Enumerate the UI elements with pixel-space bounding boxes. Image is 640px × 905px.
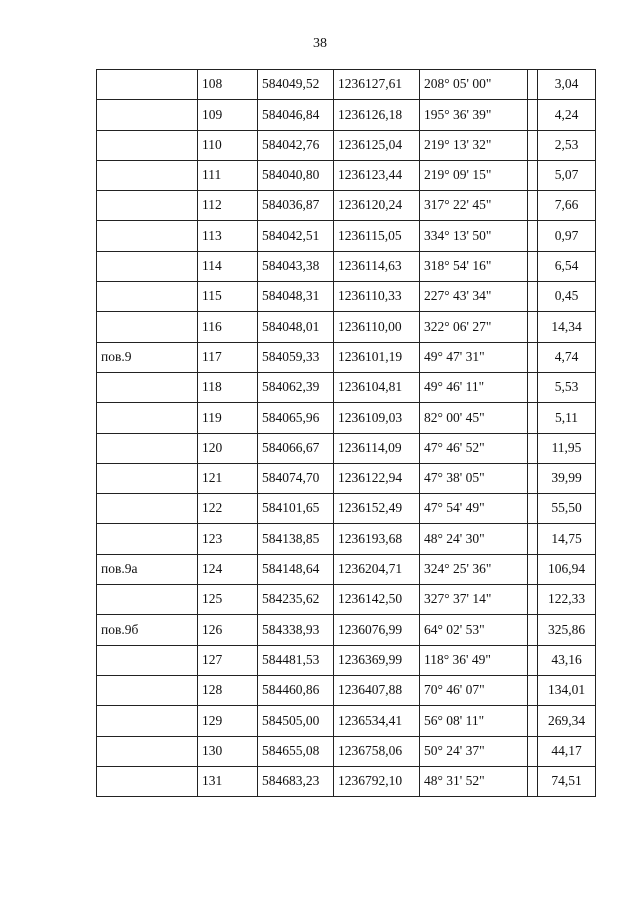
length-cell: 269,34 — [538, 706, 596, 736]
length-cell: 122,33 — [538, 585, 596, 615]
spacer-cell — [528, 433, 538, 463]
direction-angle-cell: 49° 47' 31" — [420, 342, 528, 372]
length-cell: 14,75 — [538, 524, 596, 554]
y-coordinate-cell: 1236126,18 — [334, 100, 420, 130]
direction-angle-cell: 49° 46' 11" — [420, 372, 528, 402]
spacer-cell — [528, 615, 538, 645]
length-cell: 6,54 — [538, 251, 596, 281]
x-coordinate-cell: 584655,08 — [258, 736, 334, 766]
section-cell — [97, 100, 198, 130]
table-row — [97, 342, 596, 372]
point-number-cell: 127 — [198, 645, 258, 675]
point-number-cell: 122 — [198, 494, 258, 524]
x-coordinate-cell: 584046,84 — [258, 100, 334, 130]
spacer-cell — [528, 675, 538, 705]
spacer-cell — [528, 251, 538, 281]
point-number-cell: 120 — [198, 433, 258, 463]
x-coordinate-cell: 584042,51 — [258, 221, 334, 251]
section-cell — [97, 524, 198, 554]
length-cell: 106,94 — [538, 554, 596, 584]
spacer-cell — [528, 766, 538, 796]
section-cell: пов.9 — [97, 342, 198, 372]
section-cell — [97, 251, 198, 281]
x-coordinate-cell: 584036,87 — [258, 191, 334, 221]
y-coordinate-cell: 1236110,00 — [334, 312, 420, 342]
x-coordinate-cell: 584042,76 — [258, 130, 334, 160]
spacer-cell — [528, 221, 538, 251]
x-coordinate-cell: 584062,39 — [258, 372, 334, 402]
direction-angle-cell: 64° 02' 53" — [420, 615, 528, 645]
table-row — [97, 554, 596, 584]
section-cell — [97, 433, 198, 463]
section-cell — [97, 675, 198, 705]
direction-angle-cell: 47° 54' 49" — [420, 494, 528, 524]
point-number-cell: 123 — [198, 524, 258, 554]
direction-angle-cell: 48° 31' 52" — [420, 766, 528, 796]
section-cell — [97, 706, 198, 736]
point-number-cell: 119 — [198, 403, 258, 433]
table-row — [97, 766, 596, 796]
section-cell: пов.9б — [97, 615, 198, 645]
x-coordinate-cell: 584049,52 — [258, 70, 334, 100]
y-coordinate-cell: 1236122,94 — [334, 463, 420, 493]
length-cell: 2,53 — [538, 130, 596, 160]
y-coordinate-cell: 1236110,33 — [334, 282, 420, 312]
x-coordinate-cell: 584138,85 — [258, 524, 334, 554]
y-coordinate-cell: 1236120,24 — [334, 191, 420, 221]
y-coordinate-cell: 1236204,71 — [334, 554, 420, 584]
section-cell — [97, 372, 198, 402]
table-row — [97, 282, 596, 312]
y-coordinate-cell: 1236109,03 — [334, 403, 420, 433]
y-coordinate-cell: 1236123,44 — [334, 160, 420, 190]
point-number-cell: 129 — [198, 706, 258, 736]
page-number: 38 — [313, 36, 327, 51]
table-row — [97, 615, 596, 645]
direction-angle-cell: 318° 54' 16" — [420, 251, 528, 281]
point-number-cell: 115 — [198, 282, 258, 312]
point-number-cell: 121 — [198, 463, 258, 493]
table-row — [97, 463, 596, 493]
direction-angle-cell: 195° 36' 39" — [420, 100, 528, 130]
x-coordinate-cell: 584040,80 — [258, 160, 334, 190]
point-number-cell: 125 — [198, 585, 258, 615]
section-cell — [97, 130, 198, 160]
point-number-cell: 110 — [198, 130, 258, 160]
section-cell — [97, 312, 198, 342]
section-cell — [97, 191, 198, 221]
section-cell — [97, 645, 198, 675]
spacer-cell — [528, 160, 538, 190]
section-cell — [97, 70, 198, 100]
spacer-cell — [528, 706, 538, 736]
point-number-cell: 116 — [198, 312, 258, 342]
x-coordinate-cell: 584460,86 — [258, 675, 334, 705]
point-number-cell: 114 — [198, 251, 258, 281]
direction-angle-cell: 50° 24' 37" — [420, 736, 528, 766]
point-number-cell: 128 — [198, 675, 258, 705]
table-row — [97, 585, 596, 615]
y-coordinate-cell: 1236101,19 — [334, 342, 420, 372]
direction-angle-cell: 219° 13' 32" — [420, 130, 528, 160]
coordinates-table-body — [97, 70, 596, 797]
table-row — [97, 524, 596, 554]
direction-angle-cell: 47° 38' 05" — [420, 463, 528, 493]
x-coordinate-cell: 584235,62 — [258, 585, 334, 615]
point-number-cell: 112 — [198, 191, 258, 221]
spacer-cell — [528, 403, 538, 433]
direction-angle-cell: 327° 37' 14" — [420, 585, 528, 615]
y-coordinate-cell: 1236142,50 — [334, 585, 420, 615]
spacer-cell — [528, 342, 538, 372]
x-coordinate-cell: 584148,64 — [258, 554, 334, 584]
direction-angle-cell: 322° 06' 27" — [420, 312, 528, 342]
x-coordinate-cell: 584048,31 — [258, 282, 334, 312]
length-cell: 0,97 — [538, 221, 596, 251]
length-cell: 43,16 — [538, 645, 596, 675]
point-number-cell: 126 — [198, 615, 258, 645]
x-coordinate-cell: 584505,00 — [258, 706, 334, 736]
y-coordinate-cell: 1236076,99 — [334, 615, 420, 645]
table-row — [97, 312, 596, 342]
direction-angle-cell: 56° 08' 11" — [420, 706, 528, 736]
table-row — [97, 706, 596, 736]
length-cell: 14,34 — [538, 312, 596, 342]
section-cell — [97, 585, 198, 615]
y-coordinate-cell: 1236114,09 — [334, 433, 420, 463]
point-number-cell: 131 — [198, 766, 258, 796]
table-row — [97, 130, 596, 160]
table-row — [97, 191, 596, 221]
y-coordinate-cell: 1236758,06 — [334, 736, 420, 766]
spacer-cell — [528, 372, 538, 402]
section-cell — [97, 463, 198, 493]
length-cell: 5,11 — [538, 403, 596, 433]
x-coordinate-cell: 584065,96 — [258, 403, 334, 433]
point-number-cell: 130 — [198, 736, 258, 766]
spacer-cell — [528, 554, 538, 584]
length-cell: 325,86 — [538, 615, 596, 645]
x-coordinate-cell: 584043,38 — [258, 251, 334, 281]
direction-angle-cell: 227° 43' 34" — [420, 282, 528, 312]
direction-angle-cell: 118° 36' 49" — [420, 645, 528, 675]
spacer-cell — [528, 282, 538, 312]
point-number-cell: 113 — [198, 221, 258, 251]
table-row — [97, 100, 596, 130]
section-cell — [97, 403, 198, 433]
table-row — [97, 675, 596, 705]
direction-angle-cell: 47° 46' 52" — [420, 433, 528, 463]
table-row — [97, 221, 596, 251]
spacer-cell — [528, 130, 538, 160]
x-coordinate-cell: 584683,23 — [258, 766, 334, 796]
length-cell: 5,53 — [538, 372, 596, 402]
x-coordinate-cell: 584481,53 — [258, 645, 334, 675]
spacer-cell — [528, 312, 538, 342]
point-number-cell: 117 — [198, 342, 258, 372]
y-coordinate-cell: 1236104,81 — [334, 372, 420, 402]
y-coordinate-cell: 1236534,41 — [334, 706, 420, 736]
x-coordinate-cell: 584048,01 — [258, 312, 334, 342]
direction-angle-cell: 334° 13' 50" — [420, 221, 528, 251]
direction-angle-cell: 48° 24' 30" — [420, 524, 528, 554]
point-number-cell: 111 — [198, 160, 258, 190]
section-cell: пов.9а — [97, 554, 198, 584]
direction-angle-cell: 324° 25' 36" — [420, 554, 528, 584]
table-row — [97, 645, 596, 675]
length-cell: 5,07 — [538, 160, 596, 190]
direction-angle-cell: 70° 46' 07" — [420, 675, 528, 705]
direction-angle-cell: 317° 22' 45" — [420, 191, 528, 221]
section-cell — [97, 766, 198, 796]
x-coordinate-cell: 584338,93 — [258, 615, 334, 645]
spacer-cell — [528, 736, 538, 766]
table-row — [97, 433, 596, 463]
y-coordinate-cell: 1236115,05 — [334, 221, 420, 251]
direction-angle-cell: 82° 00' 45" — [420, 403, 528, 433]
y-coordinate-cell: 1236369,99 — [334, 645, 420, 675]
table-row — [97, 736, 596, 766]
section-cell — [97, 160, 198, 190]
length-cell: 39,99 — [538, 463, 596, 493]
x-coordinate-cell: 584059,33 — [258, 342, 334, 372]
y-coordinate-cell: 1236152,49 — [334, 494, 420, 524]
spacer-cell — [528, 585, 538, 615]
length-cell: 11,95 — [538, 433, 596, 463]
spacer-cell — [528, 494, 538, 524]
table-row — [97, 494, 596, 524]
length-cell: 0,45 — [538, 282, 596, 312]
y-coordinate-cell: 1236792,10 — [334, 766, 420, 796]
table-row — [97, 251, 596, 281]
x-coordinate-cell: 584101,65 — [258, 494, 334, 524]
length-cell: 4,24 — [538, 100, 596, 130]
spacer-cell — [528, 100, 538, 130]
point-number-cell: 124 — [198, 554, 258, 584]
length-cell: 74,51 — [538, 766, 596, 796]
table-row — [97, 70, 596, 100]
y-coordinate-cell: 1236114,63 — [334, 251, 420, 281]
spacer-cell — [528, 645, 538, 675]
spacer-cell — [528, 524, 538, 554]
length-cell: 55,50 — [538, 494, 596, 524]
y-coordinate-cell: 1236125,04 — [334, 130, 420, 160]
length-cell: 4,74 — [538, 342, 596, 372]
section-cell — [97, 282, 198, 312]
y-coordinate-cell: 1236193,68 — [334, 524, 420, 554]
coordinates-table — [96, 69, 596, 797]
section-cell — [97, 736, 198, 766]
y-coordinate-cell: 1236407,88 — [334, 675, 420, 705]
table-row — [97, 403, 596, 433]
direction-angle-cell: 219° 09' 15" — [420, 160, 528, 190]
x-coordinate-cell: 584074,70 — [258, 463, 334, 493]
length-cell: 7,66 — [538, 191, 596, 221]
section-cell — [97, 494, 198, 524]
point-number-cell: 109 — [198, 100, 258, 130]
point-number-cell: 108 — [198, 70, 258, 100]
length-cell: 3,04 — [538, 70, 596, 100]
length-cell: 44,17 — [538, 736, 596, 766]
direction-angle-cell: 208° 05' 00" — [420, 70, 528, 100]
table-row — [97, 160, 596, 190]
length-cell: 134,01 — [538, 675, 596, 705]
y-coordinate-cell: 1236127,61 — [334, 70, 420, 100]
section-cell — [97, 221, 198, 251]
spacer-cell — [528, 191, 538, 221]
table-row — [97, 372, 596, 402]
point-number-cell: 118 — [198, 372, 258, 402]
x-coordinate-cell: 584066,67 — [258, 433, 334, 463]
spacer-cell — [528, 463, 538, 493]
spacer-cell — [528, 70, 538, 100]
